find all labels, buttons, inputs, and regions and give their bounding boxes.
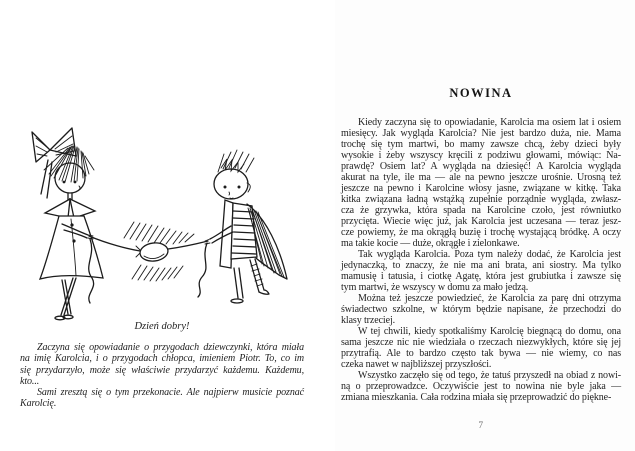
text-line: kitka związana ładną wstążką zupełnie porządnie wygląda, zwłasz- bbox=[341, 194, 621, 205]
text-line: kto... bbox=[20, 375, 40, 387]
text-line: Wszystko zaczęło się od tego, że tatuś przyszedł na obiad z nowi- bbox=[358, 370, 621, 381]
page-number: 7 bbox=[478, 421, 484, 431]
chapter-title: NOWINA bbox=[449, 86, 513, 100]
paragraph bbox=[341, 117, 621, 249]
text-line: Zaczyna się opowiadanie o przygodach dziewczynki, która miała bbox=[37, 342, 304, 353]
paragraph bbox=[341, 326, 621, 370]
text-line: akurat na tyle, ile ma — ale na pewno jeszcze urośnie. Urosną też bbox=[341, 172, 621, 183]
paragraph bbox=[341, 249, 621, 293]
illustration-caption: Dzień dobry! bbox=[134, 321, 190, 332]
text-line: ną o przeprowadzce. Oczywiście jest to nowina nie byle jaka — bbox=[341, 381, 621, 392]
text-line: jeszcze na pewno i Karolcine włosy jasne, związane w kitkę. Taka bbox=[341, 183, 621, 194]
text-line: trochę się tym martwi, bo mamy zawsze chcą, żeby dzieci były bbox=[341, 139, 621, 150]
children-illustration bbox=[28, 116, 302, 324]
line-drawing-girl-boy-string-icon bbox=[28, 116, 302, 324]
right-page-column bbox=[341, 86, 621, 403]
text-line: ma takie kocie — duże, okrągłe i zielonkawe. bbox=[341, 238, 520, 249]
text-line: wysokie i żeby wszyscy kręcili z podziwu głowami, mówiąc: Na- bbox=[341, 150, 621, 161]
text-line: mamusię i tatusia, i ciotkę Agatę, która jest grubiutka i zawsze się bbox=[341, 271, 621, 282]
string-and-egg bbox=[89, 222, 208, 303]
paragraph bbox=[20, 342, 304, 387]
paragraph bbox=[341, 370, 621, 403]
text-line: klasy trzeciej. bbox=[341, 315, 396, 326]
text-line: W tej chwili, kiedy spotkaliśmy Karolcię biegnącą do domu, ona bbox=[358, 326, 621, 337]
text-line: miesięcy. Jak wygląda Karolcia? Nie jest bardzo duża, nie. Mama bbox=[341, 128, 621, 139]
left-page-text bbox=[20, 342, 304, 410]
text-line: Kiedy zaczyna się to opowiadanie, Karolcia ma osiem lat i osiem bbox=[358, 117, 621, 128]
text-line: Tak wygląda Karolcia. Poza tym należy dodać, że Karolcia jest bbox=[358, 249, 621, 260]
text-line: Można też jeszcze powiedzieć, że Karolcia za parę dni otrzyma bbox=[358, 293, 621, 304]
chapter-body-text bbox=[341, 117, 621, 403]
text-line: przycięta. Wiecie więc już, jak Karolcia jest uczesana — teraz jesz- bbox=[341, 216, 621, 227]
text-line: prawdę? Osiem lat? A wygląda na dziesięć! A Karolcia wygląda bbox=[341, 161, 621, 172]
text-line: zmiana mieszkania. Cała rodzina miała się przeprowadzić do piękne- bbox=[341, 392, 612, 403]
text-line: cza że grzywka, która spada na Karolcine czoło, jest równiutko bbox=[341, 205, 621, 216]
boy-figure bbox=[205, 150, 287, 303]
text-line: przytrafią. Ale to bardzo często tak bywa — nie wiemy, co nas bbox=[341, 348, 621, 359]
paragraph bbox=[341, 293, 621, 326]
text-line: Sami zresztą się o tym przekonacie. Ale najpierw musicie poznać bbox=[37, 387, 304, 399]
text-line: tym martwi, że wszyscy w domu za mało jedzą. bbox=[341, 282, 529, 293]
text-line: się przydarzyło, może się właściwie przydarzyć każdemu. Każdemu, bbox=[20, 364, 304, 376]
text-line: na imię Karolcia, i o przygodach chłopca, imieniem Piotr. To, co im bbox=[20, 353, 304, 365]
text-line: sama jeszcze nic nie wiedziała o rzeczach niezwykłych, które się jej bbox=[341, 337, 621, 348]
paragraph bbox=[20, 387, 304, 410]
text-line: cze powiemy, że ma okrągłą buzię i trochę wystającą bródkę. A oczy bbox=[341, 227, 621, 238]
text-line: jedynaczką, to znaczy, że nie ma ani brata, ani siostry. Ma tylko bbox=[341, 260, 621, 271]
text-line: Karolcię. bbox=[20, 398, 57, 410]
text-line: świadectwo szkolne, w którym będzie napisane, że przechodzi do bbox=[341, 304, 621, 315]
text-line: czeka nawet w najbliższej przyszłości. bbox=[341, 359, 492, 370]
girl-figure bbox=[32, 128, 103, 320]
